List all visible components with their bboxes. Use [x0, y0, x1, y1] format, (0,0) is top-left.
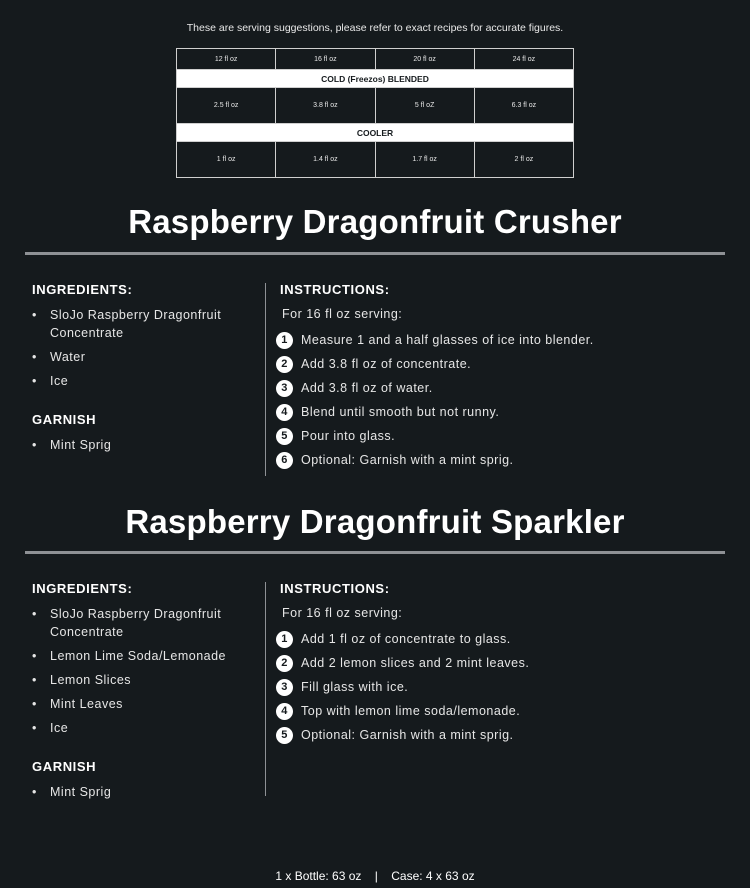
list-item: • Mint Sprig	[32, 436, 260, 454]
size-cell: 12 fl oz	[177, 49, 276, 70]
step-text: Optional: Garnish with a mint sprig.	[301, 453, 514, 467]
value-cell: 2 fl oz	[474, 142, 573, 178]
size-cell: 24 fl oz	[474, 49, 573, 70]
value-cell: 6.3 fl oz	[474, 88, 573, 124]
instruction-steps	[276, 627, 736, 747]
bottle-size: 1 x Bottle: 63 oz	[275, 869, 362, 883]
step-text: Top with lemon lime soda/lemonade.	[301, 704, 521, 718]
ingredients-heading: INGREDIENTS:	[32, 282, 133, 297]
step-number-icon: 5	[276, 727, 293, 744]
serving-note: These are serving suggestions, please refer to exact recipes for accurate figures.	[186, 22, 564, 34]
instructions-column	[276, 581, 736, 747]
step-text: Add 2 lemon slices and 2 mint leaves.	[301, 656, 530, 670]
step-number-icon: 3	[276, 679, 293, 696]
value-cell: 1 fl oz	[177, 142, 276, 178]
step-text: Blend until smooth but not runny.	[301, 405, 500, 419]
table-row	[177, 142, 574, 178]
list-item: • Ice	[32, 372, 260, 390]
step-item	[276, 675, 736, 699]
packaging-info	[0, 869, 750, 883]
instruction-steps	[276, 328, 736, 472]
list-item: • Water	[32, 348, 260, 366]
size-cell: 16 fl oz	[276, 49, 375, 70]
footer-separator: |	[374, 869, 378, 883]
garnish-list	[32, 783, 260, 801]
case-size: Case: 4 x 63 oz	[391, 869, 475, 883]
ingredients-column	[32, 282, 260, 460]
step-text: Add 1 fl oz of concentrate to glass.	[301, 632, 511, 646]
list-item: • Ice	[32, 719, 260, 737]
table-row	[177, 124, 574, 142]
step-text: Measure 1 and a half glasses of ice into blender.	[301, 333, 594, 347]
table-row	[177, 49, 574, 70]
ingredients-column	[32, 581, 260, 807]
step-number-icon: 5	[276, 428, 293, 445]
section-divider	[25, 551, 725, 554]
list-item: • Lemon Slices	[32, 671, 260, 689]
step-number-icon: 2	[276, 356, 293, 373]
step-item	[276, 627, 736, 651]
step-number-icon: 2	[276, 655, 293, 672]
serving-size-text: For 16 fl oz serving:	[282, 307, 403, 321]
step-text: Fill glass with ice.	[301, 680, 409, 694]
step-item	[276, 376, 736, 400]
value-cell: 1.7 fl oz	[375, 142, 474, 178]
value-cell: 2.5 fl oz	[177, 88, 276, 124]
step-text: Add 3.8 fl oz of concentrate.	[301, 357, 472, 371]
table-row	[177, 70, 574, 88]
step-item	[276, 352, 736, 376]
serving-size-table	[176, 48, 574, 178]
garnish-list	[32, 436, 260, 454]
step-number-icon: 1	[276, 332, 293, 349]
garnish-heading: GARNISH	[32, 759, 97, 774]
size-cell: 20 fl oz	[375, 49, 474, 70]
garnish-heading: GARNISH	[32, 412, 97, 427]
step-number-icon: 3	[276, 380, 293, 397]
step-number-icon: 4	[276, 703, 293, 720]
instructions-heading: INSTRUCTIONS:	[280, 282, 390, 297]
value-cell: 5 fl oZ	[375, 88, 474, 124]
recipe-title: Raspberry Dragonfruit Sparkler	[125, 503, 625, 540]
step-item	[276, 723, 736, 747]
list-item: • SloJo Raspberry Dragonfruit Concentrate	[32, 306, 260, 342]
cold-blended-label: COLD (Freezos) BLENDED	[177, 70, 574, 88]
instructions-column	[276, 282, 736, 472]
cooler-label: COOLER	[177, 124, 574, 142]
step-number-icon: 4	[276, 404, 293, 421]
table-row	[177, 88, 574, 124]
step-number-icon: 6	[276, 452, 293, 469]
step-item	[276, 424, 736, 448]
step-item	[276, 699, 736, 723]
list-item: • Mint Leaves	[32, 695, 260, 713]
list-item: • Lemon Lime Soda/Lemonade	[32, 647, 260, 665]
step-item	[276, 328, 736, 352]
list-item: • Mint Sprig	[32, 783, 260, 801]
step-item	[276, 400, 736, 424]
value-cell: 3.8 fl oz	[276, 88, 375, 124]
step-number-icon: 1	[276, 631, 293, 648]
column-divider	[265, 582, 266, 796]
step-item	[276, 448, 736, 472]
value-cell: 1.4 fl oz	[276, 142, 375, 178]
list-item: • SloJo Raspberry Dragonfruit Concentrate	[32, 605, 260, 641]
column-divider	[265, 283, 266, 476]
step-text: Add 3.8 fl oz of water.	[301, 381, 433, 395]
step-text: Pour into glass.	[301, 429, 396, 443]
ingredients-list	[32, 306, 260, 390]
ingredients-heading: INGREDIENTS:	[32, 581, 133, 596]
step-item	[276, 651, 736, 675]
recipe-title: Raspberry Dragonfruit Crusher	[128, 203, 622, 240]
section-divider	[25, 252, 725, 255]
instructions-heading: INSTRUCTIONS:	[280, 581, 390, 596]
step-text: Optional: Garnish with a mint sprig.	[301, 728, 514, 742]
serving-size-text: For 16 fl oz serving:	[282, 606, 403, 620]
ingredients-list	[32, 605, 260, 737]
